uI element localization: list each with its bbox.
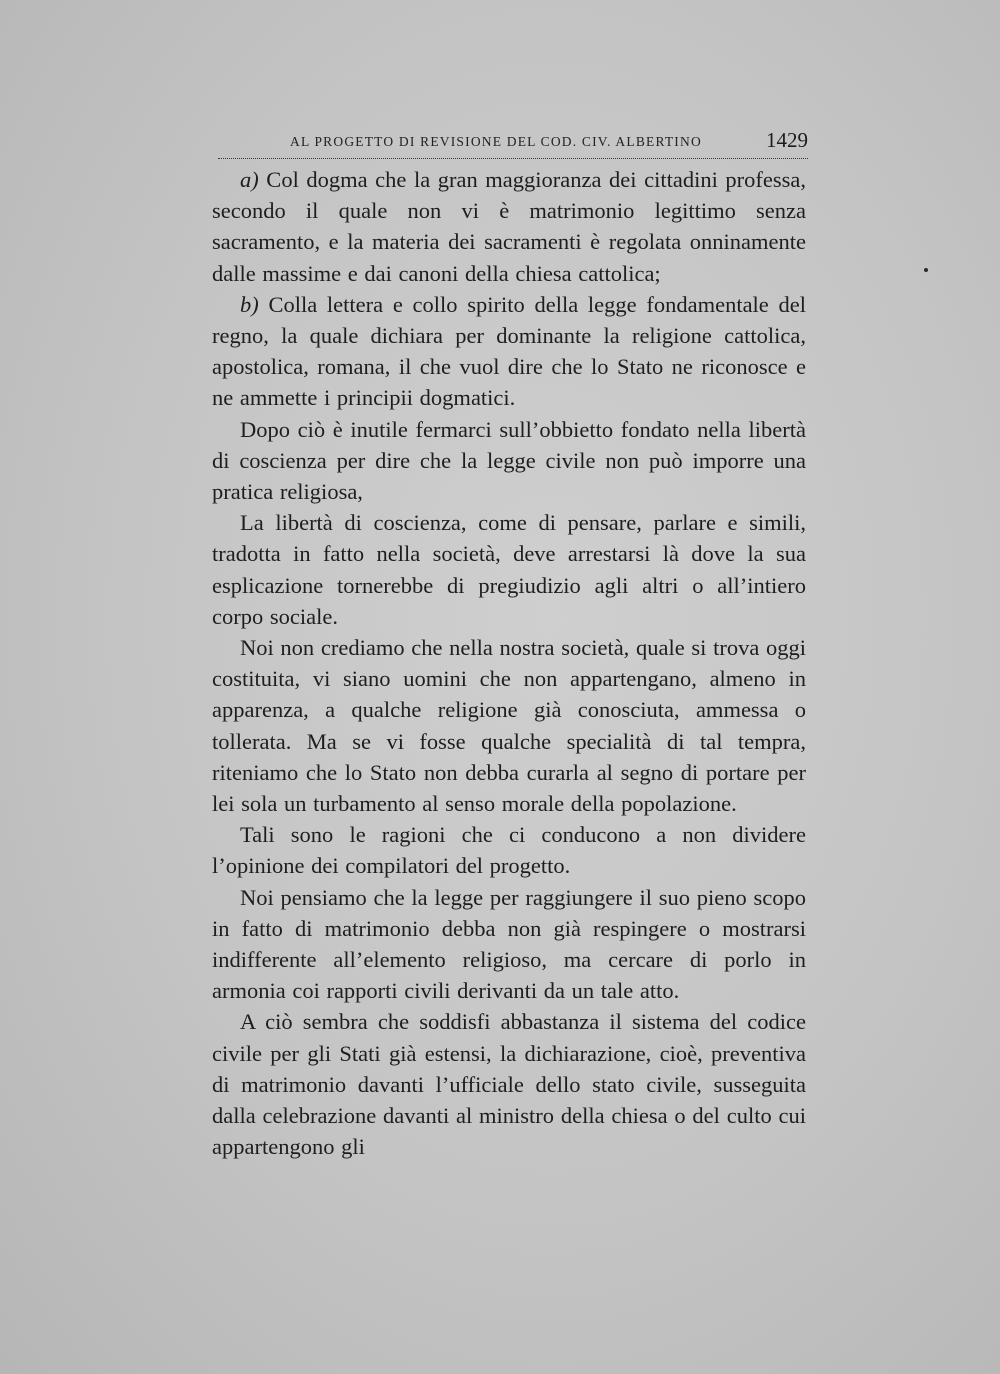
paragraph-text: Noi pensiamo che la legge per raggiungere il suo pieno scopo in fatto di matrimonio debba non già respingere o mostrarsi indifferente all’elemento religioso, ma cercare di porlo in armonia coi rapporti civili derivanti da un tale atto. [212, 884, 806, 1004]
paragraph [212, 507, 806, 632]
running-title: AL PROGETTO DI REVISIONE DEL COD. CIV. ALBERTINO [290, 134, 702, 149]
ink-speck [924, 268, 928, 272]
paragraph-text: Colla lettera e collo spirito della legge fondamentale del regno, la quale dichiara per dominante la religione cattolica, apostolica, romana, il che vuol dire che lo Stato ne riconosce e ne ammette i principii dogmatici. [212, 291, 806, 411]
paragraph [212, 414, 806, 508]
body-text [212, 164, 806, 1163]
paragraph-a [212, 164, 806, 289]
page-header [218, 128, 808, 159]
paragraph [212, 1006, 806, 1162]
page-number: 1429 [766, 128, 808, 152]
paragraph-text: Tali sono le ragioni che ci conducono a non dividere l’opinione dei compilatori del progetto. [212, 822, 806, 879]
paragraph-text: Dopo ciò è inutile fermarci sull’obbietto fondato nella libertà di coscienza per dire che la legge civile non può imporre una pratica religiosa, [212, 416, 806, 505]
paragraph [212, 819, 806, 881]
list-marker-a: a) [240, 167, 259, 192]
list-marker-b: b) [240, 291, 259, 317]
paragraph-text: La libertà di coscienza, come di pensare, parlare e simili, tradotta in fatto nella società, deve arrestarsi là dove la sua esplicazione tornerebbe di pregiudizio agli altri o all’intiero corpo sociale. [212, 510, 806, 629]
paragraph-text: A ciò sembra che soddisfi abbastanza il sistema del codice civile per gli Stati già estensi, la dichiarazione, cioè, preventiva di matrimonio davanti l’ufficiale dello stato civile, susseguita dalla celebrazione davanti al ministro della chiesa o del culto cui appartengono gli [212, 1009, 806, 1160]
paragraph [212, 882, 806, 1007]
paragraph-b [212, 289, 806, 414]
paragraph-text: Col dogma che la gran maggioranza dei cittadini professa, secondo il quale non vi è matrimonio legittimo senza sacramento, e la materia dei sacramenti è regolata onninamente dalle massime e dai canoni della chiesa cattolica; [212, 167, 806, 286]
paragraph [212, 632, 806, 819]
paragraph-text: Noi non crediamo che nella nostra società, quale si trova oggi costituita, vi siano uomini che non appartengano, almeno in apparenza, a qualche religione già conosciuta, ammessa o tollerata. Ma se vi fosse qualche specialità di tal tempra, riteniamo che lo Stato non debba curarla al segno di portare per lei sola un turbamento al senso morale della popolazione. [212, 635, 806, 817]
